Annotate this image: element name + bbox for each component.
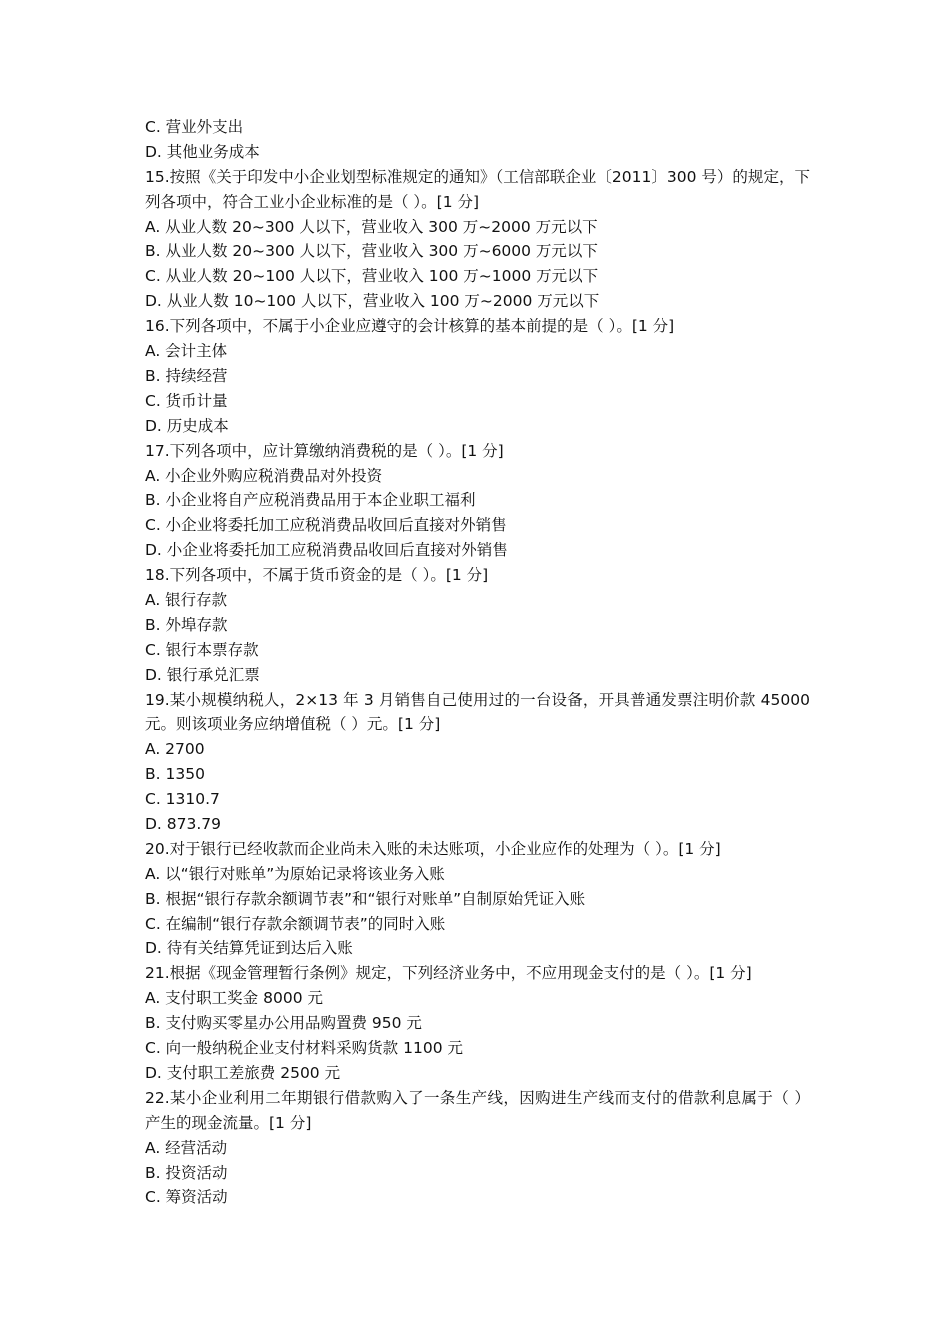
option-text: D. 历史成本 <box>145 416 229 435</box>
option-text: C. 营业外支出 <box>145 118 244 136</box>
option-text: D. 支付职工差旅费 2500 元 <box>145 1063 341 1082</box>
option-text: C. 1310.7 <box>145 790 220 809</box>
option-text: A. 小企业外购应税消费品对外投资 <box>145 466 383 485</box>
question-text: 21.根据《现金管理暂行条例》规定，下列经济业务中，不应用现金支付的是（ ）。[1 分] <box>145 964 752 983</box>
option-text: A. 从业人数 20~300 人以下，营业收入 300 万~2000 万元以下 <box>145 217 598 236</box>
option-text: C. 从业人数 20~100 人以下，营业收入 100 万~1000 万元以下 <box>145 267 599 286</box>
option-text: B. 小企业将自产应税消费品用于本企业职工福利 <box>145 491 476 510</box>
option-text: B. 持续经营 <box>145 366 228 385</box>
option-text: A. 以“银行对账单”为原始记录将该业务入账 <box>145 864 445 883</box>
question-text: 19.某小规模纳税人，2×13 年 3 月销售自己使用过的一台设备，开具普通发票注明价款 45000 元。则该项业务应纳增值税（ ）元。[1 分] <box>145 690 810 734</box>
option-text: D. 从业人数 10~100 人以下，营业收入 100 万~2000 万元以下 <box>145 292 600 311</box>
option-text: C. 筹资活动 <box>145 1188 228 1207</box>
option-text: D. 待有关结算凭证到达后入账 <box>145 939 353 958</box>
option-text: C. 银行本票存款 <box>145 640 259 659</box>
option-text: D. 873.79 <box>145 815 222 833</box>
option-text: C. 货币计量 <box>145 391 228 410</box>
option-text: C. 向一般纳税企业支付材料采购货款 1100 元 <box>145 1039 463 1058</box>
option-text: C. 小企业将委托加工应税消费品收回后直接对外销售 <box>145 516 507 535</box>
question-text: 16.下列各项中，不属于小企业应遵守的会计核算的基本前提的是（ ）。[1 分] <box>145 317 675 336</box>
option-text: D. 小企业将委托加工应税消费品收回后直接对外销售 <box>145 541 508 560</box>
option-text: A. 银行存款 <box>145 590 228 609</box>
option-text: A. 会计主体 <box>145 342 228 361</box>
document-body <box>145 115 810 1210</box>
option-text: D. 银行承兑汇票 <box>145 665 260 684</box>
question-text: 18.下列各项中，不属于货币资金的是（ ）。[1 分] <box>145 566 489 585</box>
option-text: D. 其他业务成本 <box>145 142 260 161</box>
option-text: B. 支付购买零星办公用品购置费 950 元 <box>145 1014 422 1033</box>
question-text: 15.按照《关于印发中小企业划型标准规定的通知》（工信部联企业〔2011〕300 号）的规定，下列各项中，符合工业小企业标准的是（ ）。[1 分] <box>145 167 810 211</box>
option-text: B. 投资活动 <box>145 1163 228 1182</box>
option-text: C. 在编制“银行存款余额调节表”的同时入账 <box>145 914 446 933</box>
option-text: B. 根据“银行存款余额调节表”和“银行对账单”自制原始凭证入账 <box>145 889 586 908</box>
option-text: A. 支付职工奖金 8000 元 <box>145 989 323 1008</box>
question-text: 17.下列各项中，应计算缴纳消费税的是（ ）。[1 分] <box>145 441 504 460</box>
option-text: B. 从业人数 20~300 人以下，营业收入 300 万~6000 万元以下 <box>145 242 598 261</box>
option-text: A. 2700 <box>145 740 205 759</box>
option-text: B. 外埠存款 <box>145 615 228 634</box>
question-text: 22.某小企业利用二年期银行借款购入了一条生产线，因购进生产线而支付的借款利息属于（ ）产生的现金流量。[1 分] <box>145 1088 810 1132</box>
option-text: B. 1350 <box>145 765 205 784</box>
question-text: 20.对于银行已经收款而企业尚未入账的未达账项，小企业应作的处理为（ ）。[1 分] <box>145 839 721 858</box>
option-text: A. 经营活动 <box>145 1138 228 1157</box>
